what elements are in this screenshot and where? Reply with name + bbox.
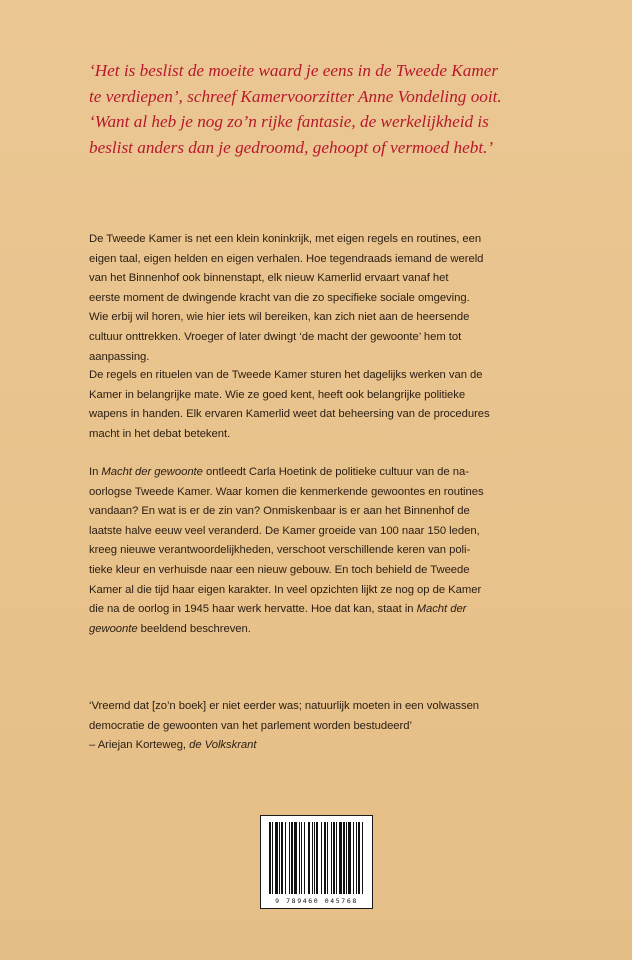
- barcode-bar: [321, 822, 322, 894]
- text-line: kreeg nieuwe verantwoordelijkheden, verschoot verschillende keren van poli-: [89, 544, 471, 557]
- text-line: cultuur onttrekken. Vroeger of later dwingt ‘de macht der gewoonte’ hem tot: [89, 330, 462, 343]
- text-line: laatste halve eeuw veel veranderd. De Kamer groeide van 100 naar 150 leden,: [89, 524, 480, 537]
- newspaper-name-italic: de Volkskrant: [189, 739, 257, 752]
- barcode-bar: [348, 822, 351, 894]
- review-attribution: [89, 736, 559, 756]
- barcode-bar: [346, 822, 347, 894]
- barcode-bars: [261, 816, 372, 908]
- barcode-bar: [289, 822, 290, 894]
- text-line: Kamer al die tijd haar eigen karakter. In veel opzichten lijkt ze nog op de Kamer: [89, 583, 482, 596]
- text-line: Kamer in belangrijke mate. Wie ze goed kent, heeft ook belangrijke politieke: [89, 388, 466, 401]
- review-line: democratie de gewoonten van het parlement worden bestudeerd’: [89, 719, 412, 732]
- text-fragment: – Ariejan Korteweg,: [89, 739, 190, 752]
- text-line: tieke kleur en verhuisde naar een nieuw gebouw. En toch behield de Tweede: [89, 563, 470, 576]
- barcode-bar: [275, 822, 278, 894]
- barcode-bar: [353, 822, 354, 894]
- review-quote: [89, 697, 559, 756]
- barcode-bar: [269, 822, 271, 894]
- barcode-bar: [343, 822, 345, 894]
- barcode-bar: [281, 822, 283, 894]
- barcode-bar: [301, 822, 302, 894]
- barcode-bar: [362, 822, 363, 894]
- paragraph-summary: [89, 463, 559, 639]
- barcode-bar: [314, 822, 315, 894]
- barcode-bar: [358, 822, 360, 894]
- barcode-bar: [312, 822, 313, 894]
- barcode-bar: [304, 822, 305, 894]
- barcode-bar: [279, 822, 280, 894]
- text-line: vandaan? En wat is er de zin van? Onmiskenbaar is er aan het Binnenhof de: [89, 505, 470, 518]
- text-line: [89, 600, 559, 620]
- text-line: aanpassing.: [89, 350, 150, 363]
- text-line: Wie erbij wil horen, wie hier iets wil bereiken, kan zich niet aan de heersende: [89, 311, 470, 324]
- barcode-bar: [336, 822, 337, 894]
- text-fragment: ontleedt Carla Hoetink de politieke cultuur van de na-: [202, 466, 469, 478]
- barcode-bar: [324, 822, 326, 894]
- barcode-bar: [291, 822, 293, 894]
- barcode-bar: [331, 822, 332, 894]
- text-fragment: beeldend beschreven.: [137, 622, 251, 635]
- text-line: De Tweede Kamer is net een klein koninkrijk, met eigen regels en routines, een: [89, 233, 482, 245]
- book-title-italic: Macht der: [416, 603, 467, 616]
- text-line: macht in het debat betekent.: [89, 427, 231, 440]
- barcode-bar: [308, 822, 310, 894]
- paragraph-rules: [89, 366, 559, 444]
- paragraph-intro: [89, 230, 559, 367]
- text-line: De regels en rituelen van de Tweede Kamer sturen het dagelijks werken van de: [89, 369, 483, 381]
- barcode-bar: [327, 822, 328, 894]
- text-line: van het Binnenhof ook binnenstapt, elk nieuw Kamerlid ervaart vanaf het: [89, 272, 449, 285]
- text-line: wapens in handen. Elk ervaren Kamerlid weet dat beheersing van de procedures: [89, 408, 490, 421]
- quote-line: ‘Het is beslist de moeite waard je eens in de Tweede Kamer: [89, 61, 499, 80]
- barcode-digits: 9 789460 045768: [275, 897, 358, 905]
- quote-line: beslist anders dan je gedroomd, gehoopt of vermoed hebt.’: [89, 137, 494, 157]
- barcode-bar: [294, 822, 297, 894]
- text-line: [89, 463, 559, 483]
- pull-quote: [89, 58, 559, 160]
- barcode-bar: [285, 822, 286, 894]
- book-title-italic: Macht der gewoonte: [101, 466, 203, 478]
- quote-line: te verdiepen’, schreef Kamervoorzitter Anne Vondeling ooit.: [89, 86, 502, 106]
- isbn-barcode: [260, 815, 373, 909]
- review-line: ‘Vreemd dat [zo’n boek] er niet eerder was; natuurlijk moeten in een volwassen: [89, 700, 480, 712]
- barcode-bar: [316, 822, 318, 894]
- text-fragment: die na de oorlog in 1945 haar werk hervatte. Hoe dat kan, staat in: [89, 603, 417, 616]
- barcode-bar: [333, 822, 335, 894]
- text-line: [89, 620, 559, 640]
- barcode-bar: [356, 822, 357, 894]
- text-fragment: In: [89, 466, 102, 478]
- text-line: eerste moment de dwingende kracht van die zo specifieke sociale omgeving.: [89, 291, 470, 304]
- barcode-bar: [272, 822, 273, 894]
- quote-line: ‘Want al heb je nog zo’n rijke fantasie, de werkelijkheid is: [89, 112, 489, 131]
- barcode-bar: [339, 822, 342, 894]
- barcode-bar: [299, 822, 300, 894]
- book-title-italic: gewoonte: [89, 622, 138, 635]
- text-line: eigen taal, eigen helden en eigen verhalen. Hoe tegendraads iemand de wereld: [89, 252, 484, 265]
- text-line: oorlogse Tweede Kamer. Waar komen die kenmerkende gewoontes en routines: [89, 485, 484, 498]
